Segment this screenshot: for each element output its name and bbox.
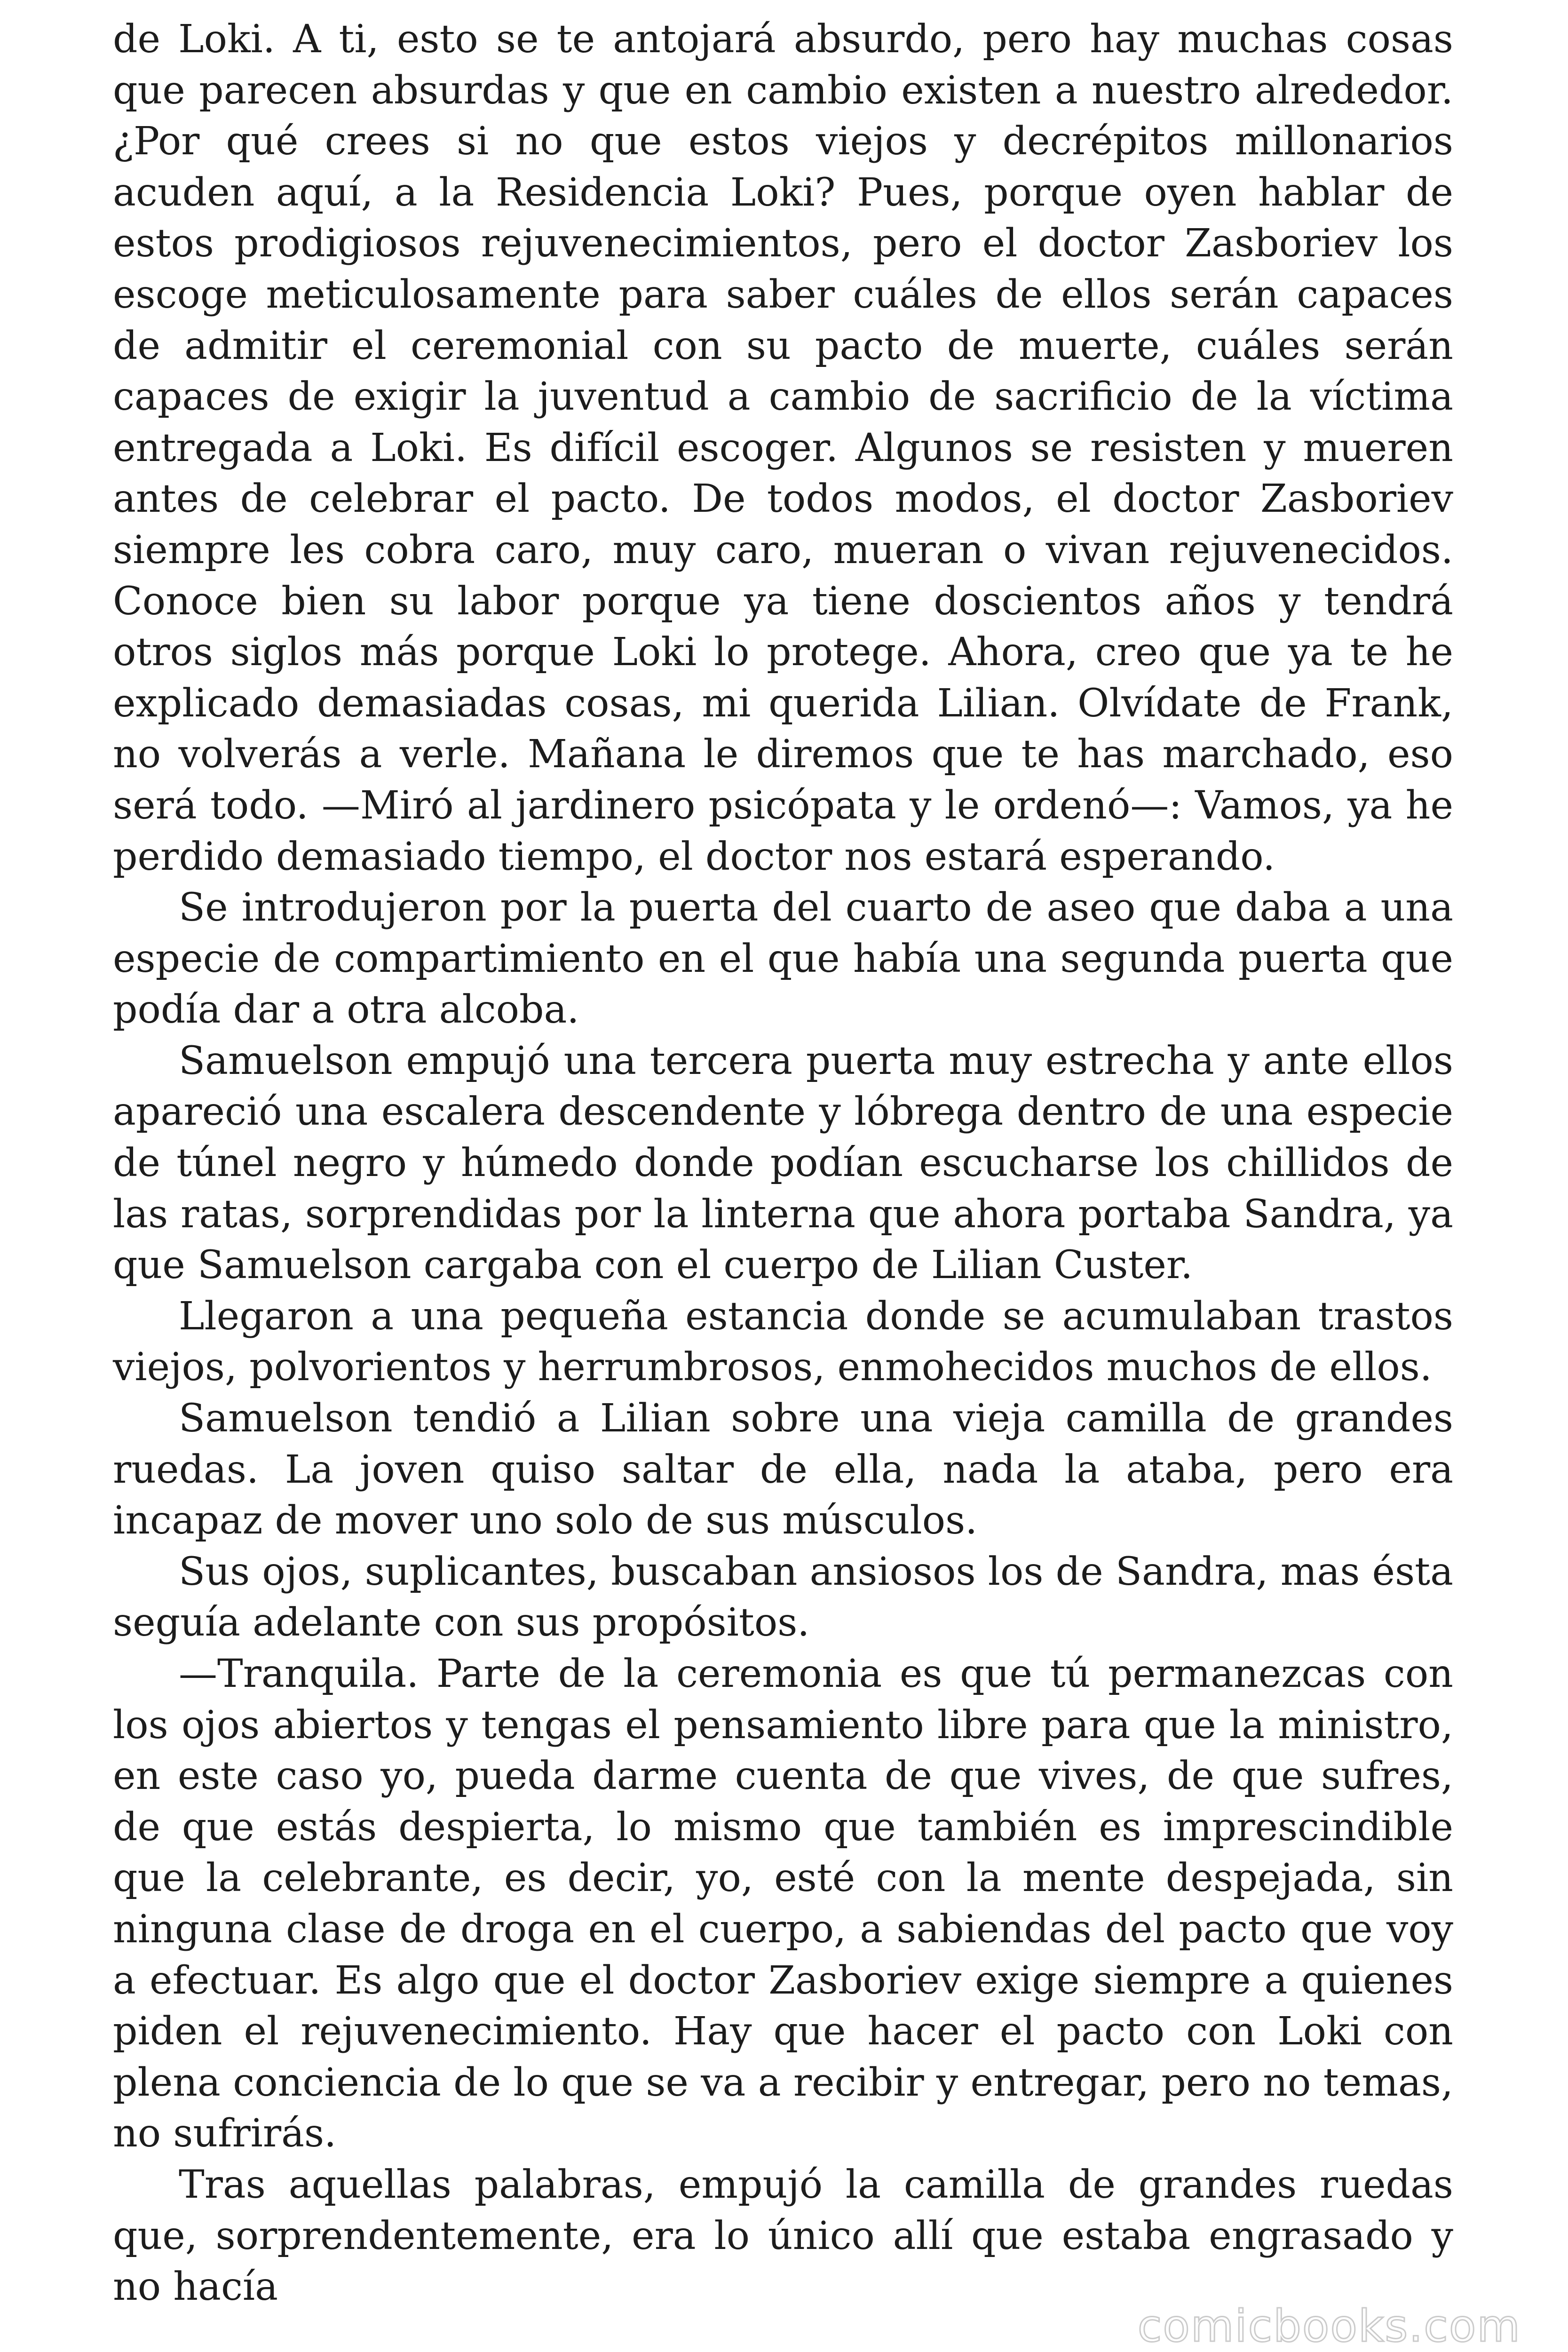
paragraph-7: —Tranquila. Parte de la ceremonia es que tú permanezcas con los ojos abiertos y tengas el pensamiento libre para que la ministro, en este caso yo, pueda darme cuenta de que vives, de que sufres, de que estás despierta, lo mismo que también es imprescindible que la celebrante, es decir, yo, esté con la mente despejada, sin ninguna clase de droga en el cuerpo, a sabiendas del pacto que voy a efectuar. Es algo que el doctor Zasboriev exige siempre a quienes piden el rejuvenecimiento. Hay que hacer el pacto con Loki con plena conciencia de lo que se va a recibir y entregar, pero no temas, no sufrirás. — [113, 1652, 1453, 2156]
paragraph-3: Samuelson empujó una tercera puerta muy estrecha y ante ellos apareció una escalera descendente y lóbrega dentro de una especie de túnel negro y húmedo donde podían escucharse los chillidos de las ratas, sorprendidas por la linterna que ahora portaba Sandra, ya que Samuelson cargaba con el cuerpo de Lilian Custer. — [113, 1038, 1453, 1288]
paragraph-6: Sus ojos, suplicantes, buscaban ansiosos los de Sandra, mas ésta seguía adelante con sus propósitos. — [113, 1549, 1453, 1645]
paragraph-2: Se introdujeron por la puerta del cuarto de aseo que daba a una especie de compartimiento en el que había una segunda puerta que podía dar a otra alcoba. — [113, 885, 1453, 1033]
paragraph-4: Llegaron a una pequeña estancia donde se acumulaban trastos viejos, polvorientos y herrumbrosos, enmohecidos muchos de ellos. — [113, 1294, 1453, 1390]
site-watermark: comicbooks.com — [1137, 2301, 1521, 2352]
page-body — [113, 14, 1453, 2313]
paragraph-8: Tras aquellas palabras, empujó la camilla de grandes ruedas que, sorprendentemente, era lo único allí que estaba engrasado y no hacía — [113, 2162, 1453, 2310]
paragraph-1: de Loki. A ti, esto se te antojará absurdo, pero hay muchas cosas que parecen absurdas y que en cambio existen a nuestro alrededor. ¿Por qué crees si no que estos viejos y decrépitos millonarios acuden aquí, a la Residencia Loki? Pues, porque oyen hablar de estos prodigiosos rejuvenecimientos, pero el doctor Zasboriev los escoge meticulosamente para saber cuáles de ellos serán capaces de admitir el ceremonial con su pacto de muerte, cuáles serán capaces de exigir la juventud a cambio de sacrificio de la víctima entregada a Loki. Es difícil escoger. Algunos se resisten y mueren antes de celebrar el pacto. De todos modos, el doctor Zasboriev siempre les cobra caro, muy caro, mueran o vivan rejuvenecidos. Conoce bien su labor porque ya tiene doscientos años y tendrá otros siglos más porque Loki lo protege. Ahora, creo que ya te he explicado demasiadas cosas, mi querida Lilian. Olvídate de Frank, no volverás a verle. Mañana le diremos que te has marchado, eso será todo. —Miró al jardinero psicópata y le ordenó—: Vamos, ya he perdido demasiado tiempo, el doctor nos estará esperando. — [113, 17, 1453, 879]
paragraph-5: Samuelson tendió a Lilian sobre una vieja camilla de grandes ruedas. La joven quiso saltar de ella, nada la ataba, pero era incapaz de mover uno solo de sus músculos. — [113, 1396, 1453, 1543]
